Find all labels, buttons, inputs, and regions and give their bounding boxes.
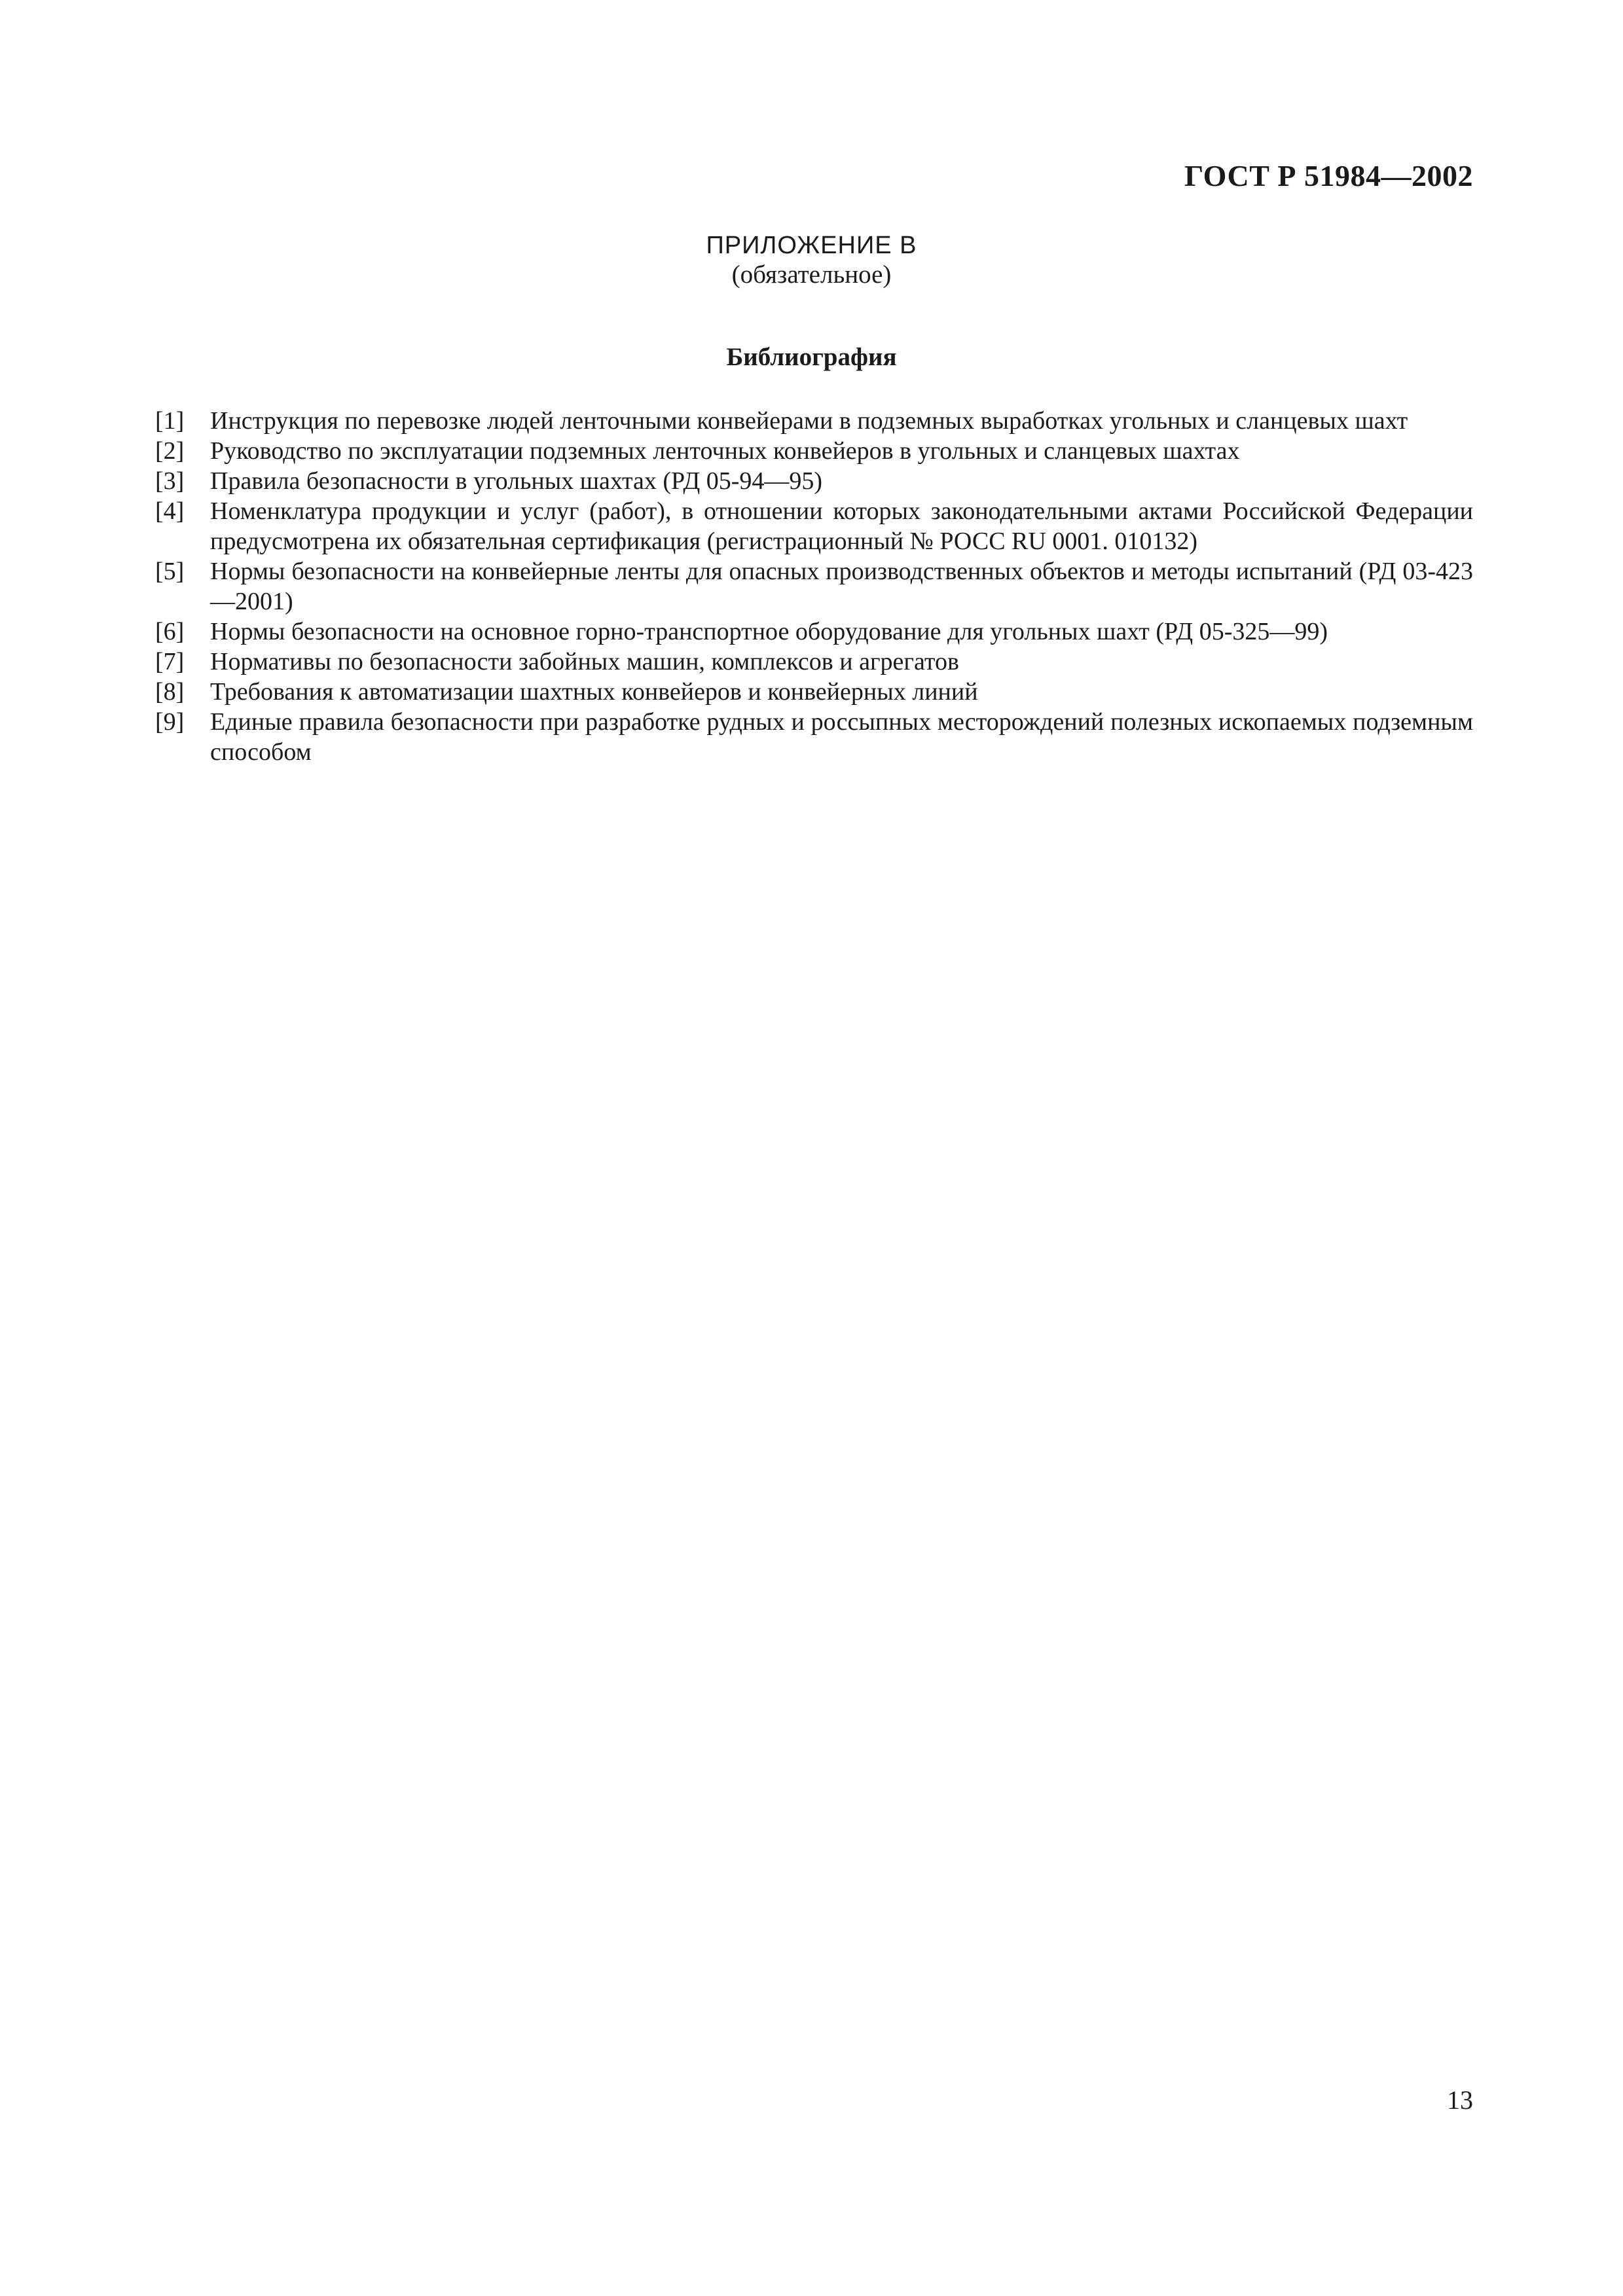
bibliography-item bbox=[155, 617, 1473, 647]
bibliography-item-number: [4] bbox=[155, 497, 185, 525]
bibliography-item-text: Нормы безопасности на основное горно-транспортное оборудование для угольных шахт (РД 05-325—99) bbox=[210, 618, 1328, 645]
bibliography-item-text: Нормативы по безопасности забойных машин, комплексов и агрегатов bbox=[210, 648, 959, 675]
bibliography-item bbox=[155, 707, 1473, 767]
bibliography-item-number: [5] bbox=[155, 558, 185, 585]
appendix-header bbox=[0, 230, 1623, 289]
bibliography-item-number: [6] bbox=[155, 618, 185, 645]
page-number: 13 bbox=[1447, 2085, 1473, 2115]
bibliography-heading: Библиография bbox=[726, 343, 897, 371]
bibliography-item-number: [8] bbox=[155, 678, 185, 706]
bibliography-item bbox=[155, 677, 1473, 707]
document-code: ГОСТ Р 51984—2002 bbox=[1184, 159, 1473, 192]
bibliography-item-text: Нормы безопасности на конвейерные ленты для опасных производственных объектов и методы испытаний (РД 03-423—2001) bbox=[210, 558, 1473, 615]
bibliography-item-text: Единые правила безопасности при разработке рудных и россыпных месторождений полезных ископаемых подземным способом bbox=[210, 708, 1473, 766]
bibliography-item-number: [7] bbox=[155, 648, 185, 675]
bibliography-item-number: [2] bbox=[155, 437, 185, 465]
bibliography-item bbox=[155, 436, 1473, 466]
bibliography-list bbox=[155, 406, 1473, 767]
bibliography-item-text: Правила безопасности в угольных шахтах (РД 05-94—95) bbox=[210, 467, 823, 495]
bibliography-item bbox=[155, 647, 1473, 677]
appendix-title: ПРИЛОЖЕНИЕ В bbox=[706, 232, 917, 259]
bibliography-item-number: [9] bbox=[155, 708, 185, 736]
bibliography-item-number: [1] bbox=[155, 407, 185, 435]
bibliography-item bbox=[155, 556, 1473, 617]
appendix-status: (обязательное) bbox=[731, 260, 892, 289]
bibliography-item-text: Номенклатура продукции и услуг (работ), в отношении которых законодательными актами Российской Федерации предусмотрена их обязательная сертификация (регистрационный № РОСС RU 0001. 010132) bbox=[210, 497, 1473, 555]
bibliography-item-number: [3] bbox=[155, 467, 185, 495]
bibliography-item-text: Требования к автоматизации шахтных конвейеров и конвейерных линий bbox=[210, 678, 978, 706]
bibliography-item bbox=[155, 466, 1473, 496]
bibliography-item-text: Руководство по эксплуатации подземных ленточных конвейеров в угольных и сланцевых шахтах bbox=[210, 437, 1240, 465]
bibliography-item bbox=[155, 406, 1473, 436]
bibliography-item bbox=[155, 496, 1473, 556]
bibliography-item-text: Инструкция по перевозке людей ленточными конвейерами в подземных выработках угольных и сланцевых шахт bbox=[210, 407, 1408, 435]
